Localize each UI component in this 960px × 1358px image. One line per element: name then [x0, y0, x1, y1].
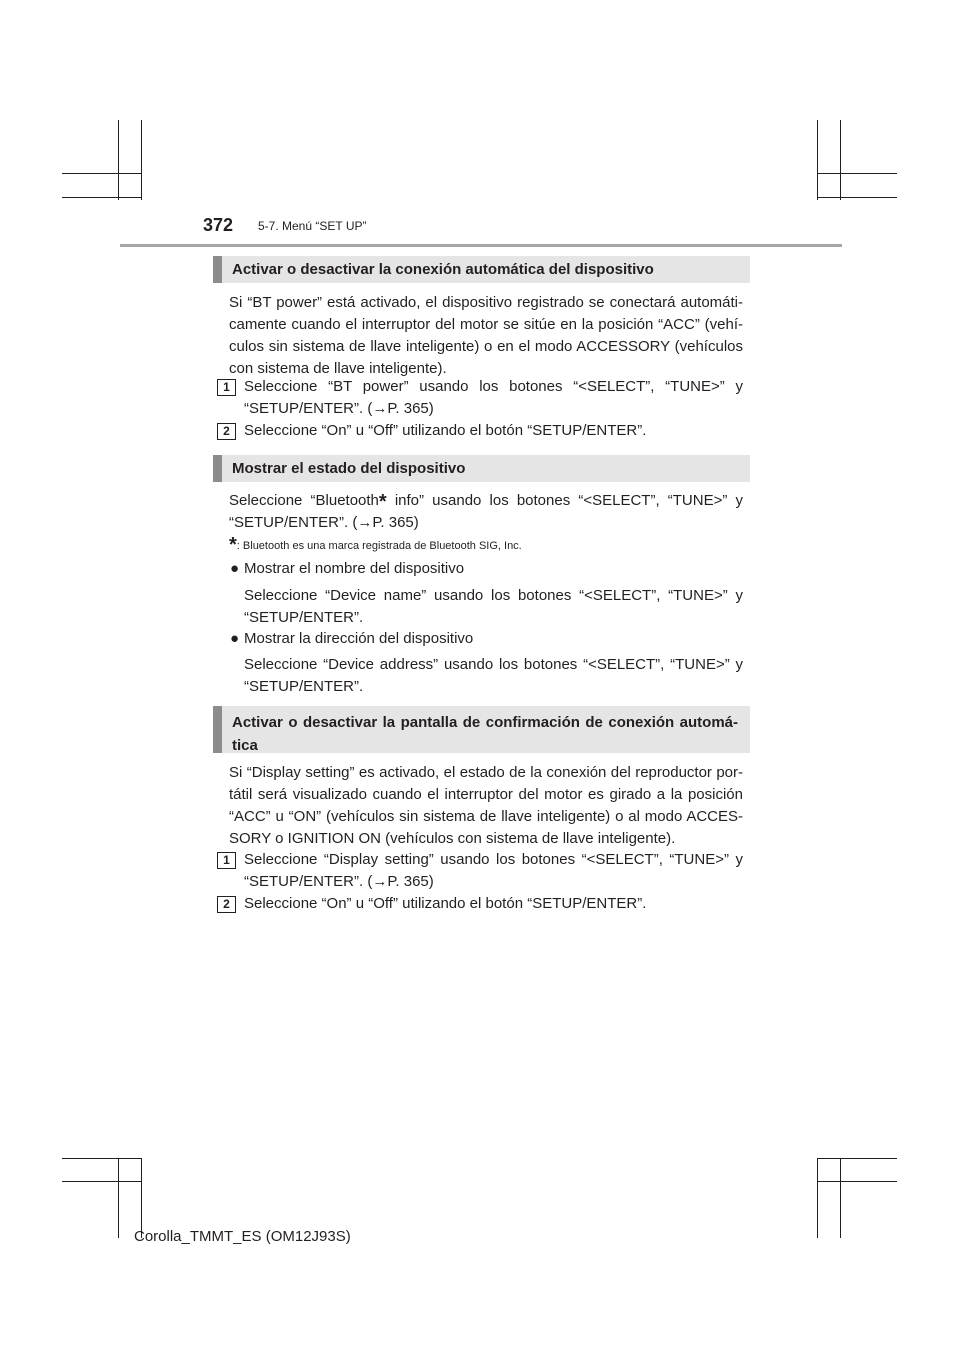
- crop-mark: [62, 1181, 142, 1182]
- bullet-text: Seleccione “Device address” usando los botones “<SELECT”, “TUNE>” y “SETUP/ENTER”.: [244, 656, 743, 695]
- section-intro: [229, 490, 743, 534]
- step-number: 2: [217, 423, 236, 440]
- chapter-title: 5-7. Menú “SET UP”: [258, 219, 367, 233]
- footnote-marker: *: [229, 534, 237, 556]
- section-intro: Si “Display setting” es activado, el estado de la conexión del reproductor por-tátil será visualizado cuando el interruptor del motor es girado a la posición “ACC” u “ON” (vehículos sin sistema de llave inteligente) o al modo ACCES-SORY o IGNITION ON (vehículos con sistema de llave inteligente).: [229, 764, 743, 847]
- crop-mark: [62, 197, 142, 198]
- bullet-icon: ●: [230, 560, 240, 577]
- crop-mark: [141, 1158, 142, 1238]
- crop-mark: [840, 1158, 841, 1238]
- crop-mark: [817, 1158, 818, 1238]
- step-number: 2: [217, 896, 236, 913]
- section-heading-text: Mostrar el estado del dispositivo: [232, 460, 466, 477]
- step-number: 1: [217, 852, 236, 869]
- step-text: Seleccione “Display setting” usando los botones “<SELECT”, “TUNE>” y “SETUP/ENTER”. (→P. 365): [244, 851, 743, 890]
- bullet-label: Mostrar la dirección del dispositivo: [244, 630, 474, 647]
- footnote-text: : Bluetooth es una marca registrada de Bluetooth SIG, Inc.: [236, 540, 522, 552]
- step-text: Seleccione “BT power” usando los botones “<SELECT”, “TUNE>” y “SETUP/ENTER”. (→P. 365): [244, 378, 743, 417]
- step-number: 1: [217, 379, 236, 396]
- page-number: 372: [203, 215, 234, 235]
- document-id: Corolla_TMMT_ES (OM12J93S): [134, 1228, 351, 1245]
- crop-mark: [817, 1158, 897, 1159]
- crop-mark: [817, 1181, 897, 1182]
- header-divider: [120, 244, 842, 247]
- section-heading: [213, 706, 750, 753]
- bullet-icon: ●: [230, 630, 240, 647]
- section-heading-text: Activar o desactivar la pantalla de confirmación de conexión automá-tica: [232, 714, 738, 754]
- bullet-text: Seleccione “Device name” usando los botones “<SELECT”, “TUNE>” y “SETUP/ENTER”.: [244, 587, 743, 626]
- section-heading-text: Activar o desactivar la conexión automática del dispositivo: [232, 261, 654, 278]
- footnote: [229, 534, 522, 557]
- crop-mark: [817, 173, 897, 174]
- crop-mark: [62, 1158, 142, 1159]
- section-heading: [213, 256, 750, 283]
- crop-mark: [118, 120, 119, 200]
- intro-text: info” usando los botones “<SELECT”, “TUNE>” y “SETUP/ENTER”. (→P. 365): [229, 492, 743, 531]
- crop-mark: [141, 120, 142, 200]
- bullet-label: Mostrar el nombre del dispositivo: [244, 560, 465, 577]
- crop-mark: [118, 1158, 119, 1238]
- step-text: Seleccione “On” u “Off” utilizando el botón “SETUP/ENTER”.: [244, 895, 647, 912]
- crop-mark: [817, 120, 818, 200]
- section-intro: Si “BT power” está activado, el dispositivo registrado se conectará automáti-camente cuando el interruptor del motor se sitúe en la posición “ACC” (vehí-culos sin sistema de llave inteligente) o en el modo ACCESSORY (vehículos con sistema de llave inteligente).: [229, 294, 743, 377]
- crop-mark: [840, 120, 841, 200]
- intro-text: Seleccione “Bluetooth: [229, 492, 379, 509]
- section-heading: [213, 455, 750, 482]
- crop-mark: [62, 173, 142, 174]
- step-text: Seleccione “On” u “Off” utilizando el botón “SETUP/ENTER”.: [244, 422, 647, 439]
- crop-mark: [817, 197, 897, 198]
- footnote-marker: *: [378, 491, 387, 513]
